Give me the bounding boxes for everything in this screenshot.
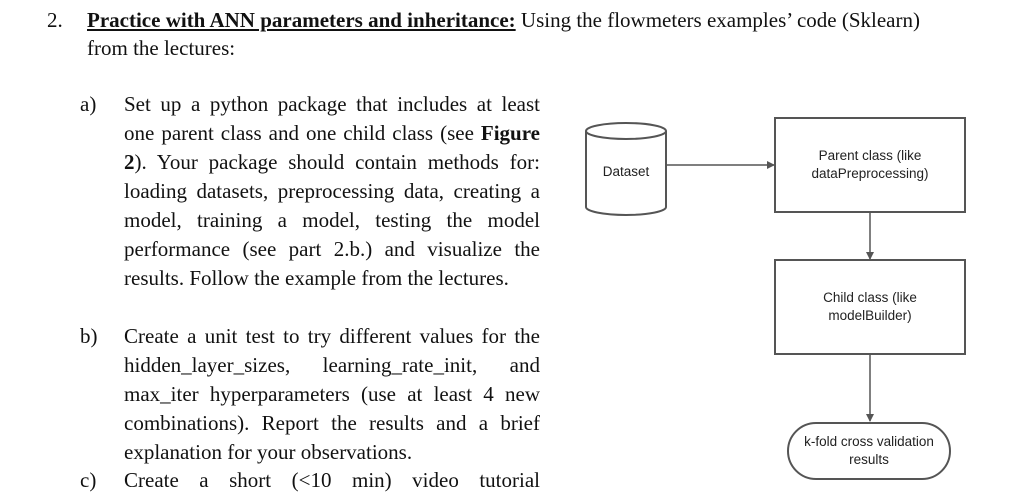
task-label-c: c) [80,468,97,492]
question-title: Practice with ANN parameters and inheritance: [87,8,516,32]
results-label-line2: results [849,452,889,467]
child-class-node [775,260,965,354]
task-text-a-part2: ). Your package should contain methods for: loading datasets, preprocessing data, creating a model, training a model, testing the model performance (see part 2.b.) and visualize the results. Follow the example from the lectures. [124,150,540,290]
dataset-node [586,123,666,215]
task-label-a: a) [80,92,97,116]
question-intro-line2: from the lectures: [87,36,236,60]
parent-class-label-line1: Parent class (like [818,148,922,163]
dataset-label: Dataset [602,164,650,179]
results-node [788,423,950,479]
results-label-line1: k-fold cross validation [804,434,934,449]
figure-reference: Figure 2 [124,121,540,174]
question-intro: Using the flowmeters examples’ code (Sklearn) [515,8,920,32]
task-text-c: Create a short (<10 min) video tutorial [124,468,540,492]
parent-class-label-line2: dataPreprocessing) [811,166,929,181]
task-text-b: Create a unit test to try different values for the hidden_layer_sizes, learning_rate_init, and max_iter hyperparameters (use at least 4 new combinations). Report the results and a brief explanation for your observations. [124,324,540,464]
task-label-b: b) [80,324,98,348]
task-text-a-part1: Set up a python package that includes at least one parent class and one child class (see [124,92,540,145]
child-class-label-line1: Child class (like [823,290,917,305]
parent-class-node [775,118,965,212]
question-number: 2. [47,8,63,32]
child-class-label-line2: modelBuilder) [828,308,912,323]
